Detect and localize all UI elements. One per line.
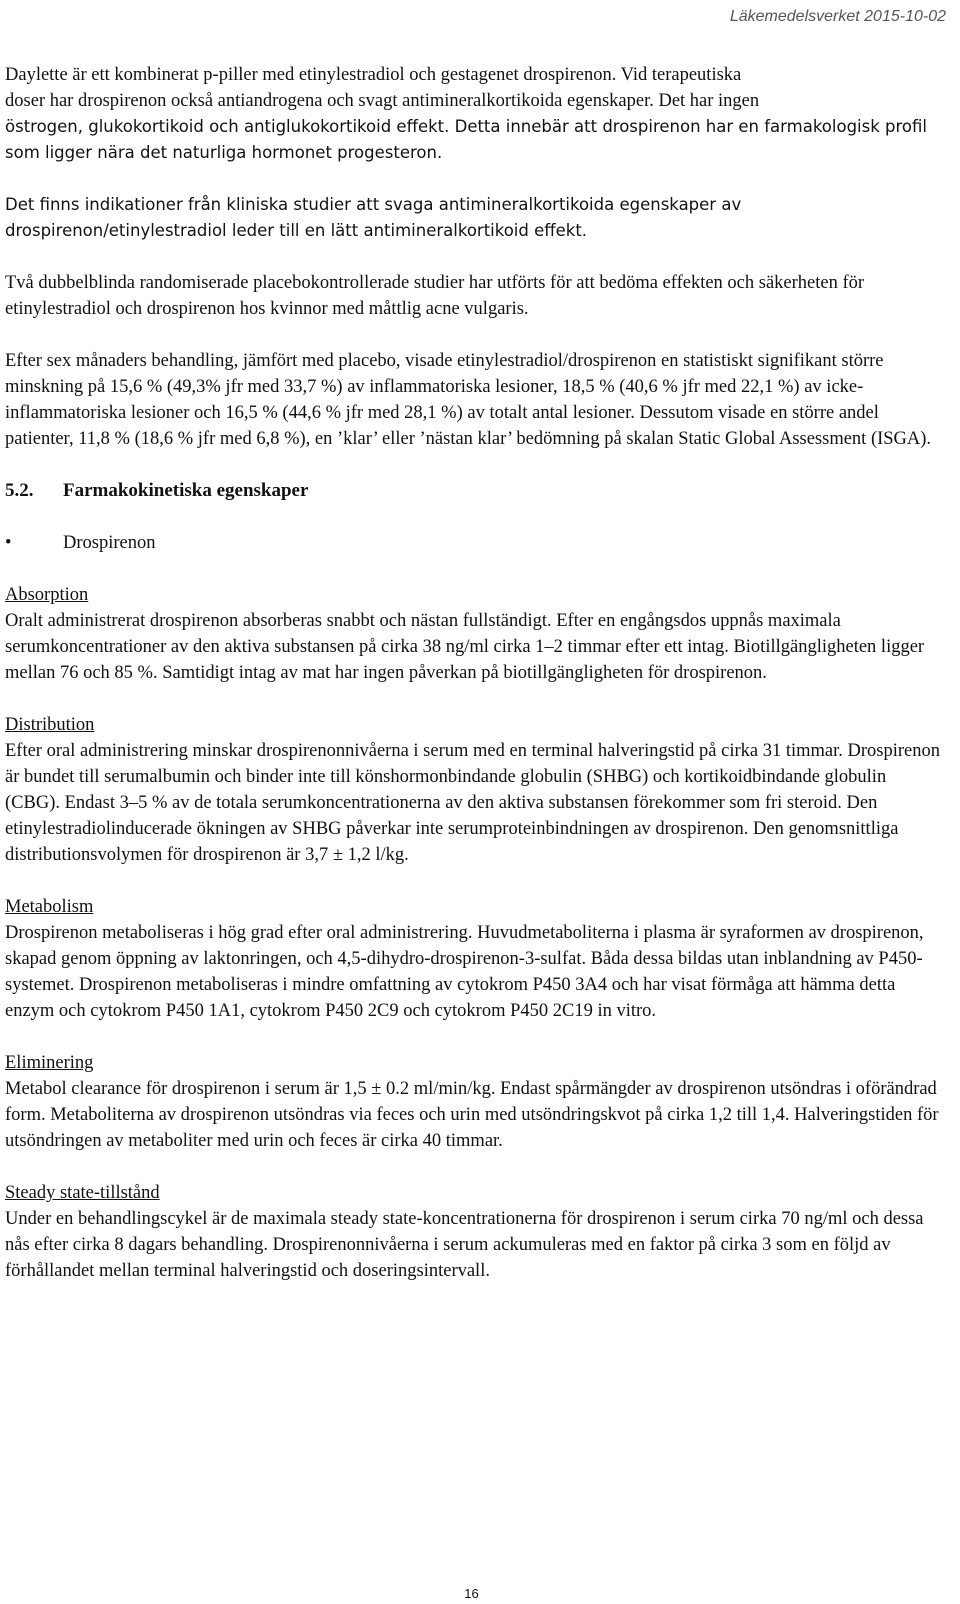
- distribution-heading: Distribution: [5, 715, 95, 735]
- paragraph-intro-rest: östrogen, glukokortikoid och antiglukokortikoid effekt. Detta innebär att drospirenon har en farmakologisk profil som ligger nära det naturliga hormonet progesteron.: [5, 117, 928, 162]
- bullet-item: [5, 530, 945, 556]
- bullet-text: Drospirenon: [63, 533, 156, 553]
- bullet-icon: •: [5, 533, 12, 553]
- steady-state-text: Under en behandlingscykel är de maximala steady state-koncentrationerna för drospirenon i serum cirka 70 ng/ml och dessa nås efter cirka 8 dagars behandling. Drospirenonnivåerna i serum ackumuleras med en faktor på cirka 3 som en följd av förhållandet mellan terminal halveringstid och doseringsintervall.: [5, 1209, 924, 1281]
- paragraph-antimineralocorticoid: Det finns indikationer från kliniska studier att svaga antimineralkortikoida egenskaper av drospirenon/etinylestradiol leder till en lätt antimineralkortikoid effekt.: [5, 195, 742, 240]
- paragraph-acne-studies: Två dubbelblinda randomiserade placebokontrollerade studier har utförts för att bedöma effekten och säkerheten för etinylestradiol och drospirenon hos kvinnor med måttlig acne vulgaris.: [5, 273, 865, 319]
- distribution-text: Efter oral administrering minskar drospirenonnivåerna i serum med en terminal halveringstid på cirka 31 timmar. Drospirenon är bundet till serumalbumin och binder inte till könshormonbindande globulin (SHBG) och kortikoidbindande globulin (CBG). Endast 3–5 % av de totala serumkoncentrationerna av den aktiva substansen förekommer som fri steroid. Den etinylestradiolinducerade ökningen av SHBG påverkar inte serumproteinbindningen av drospirenon. Den genomsnittliga distributionsvolymen för drospirenon är 3,7 ± 1,2 l/kg.: [5, 741, 941, 865]
- section-heading: [5, 478, 945, 504]
- steady-state-heading: Steady state-tillstånd: [5, 1183, 160, 1203]
- elimination-heading: Eliminering: [5, 1053, 94, 1073]
- section-number: 5.2.: [5, 480, 34, 501]
- document-header-date: Läkemedelsverket 2015-10-02: [729, 8, 946, 25]
- metabolism-text: Drospirenon metaboliseras i hög grad efter oral administrering. Huvudmetaboliterna i plasma är syraformen av drospirenon, skapad genom öppning av laktonringen, och 4,5-dihydro-drospirenon-3-sulfat. Båda dessa bildas utan inblandning av P450-systemet. Drospirenon metaboliseras i mindre omfattning av cytokrom P450 3A4 och har visat förmåga att hämma detta enzym och cytokrom P450 1A1, cytokrom P450 2C9 och cytokrom P450 2C19 in vitro.: [5, 923, 924, 1021]
- elimination-text: Metabol clearance för drospirenon i serum är 1,5 ± 0.2 ml/min/kg. Endast spårmängder av drospirenon utsöndras i oförändrad form. Metaboliterna av drospirenon utsöndras via feces och urin med utsöndringskvot på cirka 1,2 till 1,4. Halveringstiden för utsöndringen av metaboliter med urin och feces är cirka 40 timmar.: [5, 1079, 939, 1151]
- page-number: 16: [464, 1586, 479, 1601]
- paragraph-intro-line-1: Daylette är ett kombinerat p-piller med etinylestradiol och gestagenet drospirenon. Vid terapeutiska: [5, 65, 742, 85]
- absorption-text: Oralt administrerat drospirenon absorberas snabbt och nästan fullständigt. Efter en engångsdos uppnås maximala serumkoncentrationer av den aktiva substansen på cirka 38 ng/ml cirka 1–2 timmar efter ett intag. Biotillgängligheten ligger mellan 76 och 85 %. Samtidigt intag av mat har ingen påverkan på biotillgängligheten för drospirenon.: [5, 611, 925, 683]
- document-body: [5, 62, 945, 1284]
- paragraph-intro-line-2: doser har drospirenon också antiandrogena och svagt antimineralkortikoida egenskaper. Det har ingen: [5, 91, 760, 111]
- absorption-heading: Absorption: [5, 585, 89, 605]
- section-title: Farmakokinetiska egenskaper: [63, 480, 309, 501]
- metabolism-heading: Metabolism: [5, 897, 94, 917]
- paragraph-acne-results: Efter sex månaders behandling, jämfört med placebo, visade etinylestradiol/drospirenon en statistiskt signifikant större minskning på 15,6 % (49,3% jfr med 33,7 %) av inflammatoriska lesioner, 18,5 % (40,6 % jfr med 22,1 %) av icke-inflammatoriska lesioner och 16,5 % (44,6 % jfr med 28,1 %) av totalt antal lesioner. Dessutom visade en större andel patienter, 11,8 % (18,6 % jfr med 6,8 %), en ’klar’ eller ’nästan klar’ bedömning på skalan Static Global Assessment (ISGA).: [5, 351, 932, 449]
